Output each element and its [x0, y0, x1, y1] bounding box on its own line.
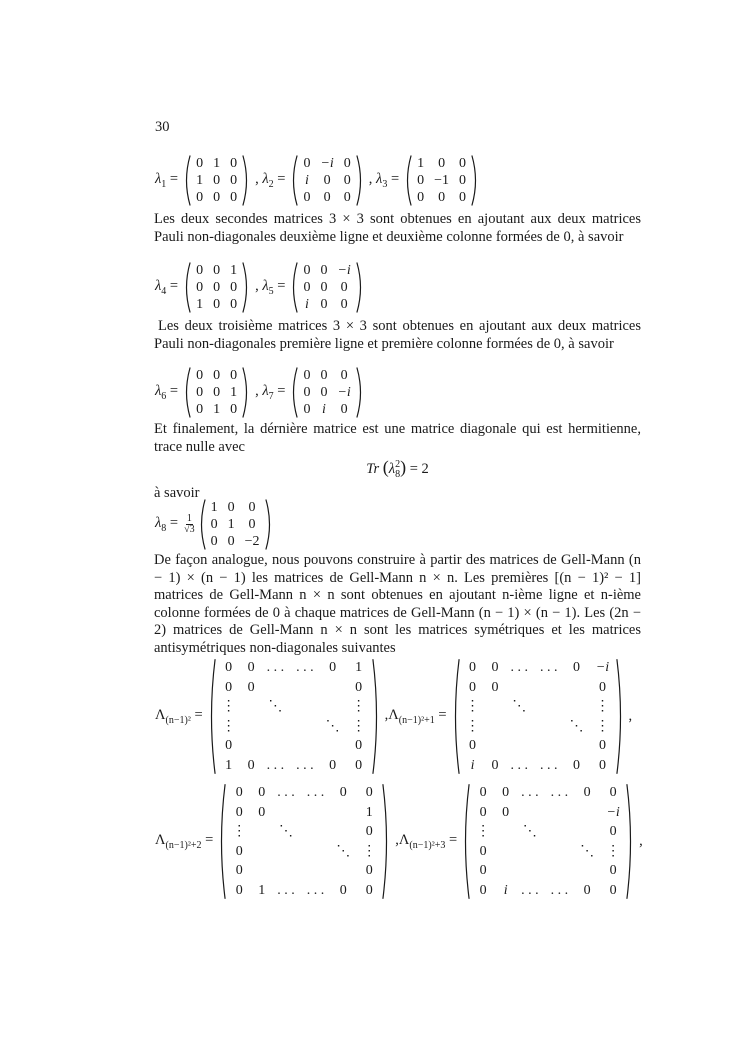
- matrix-cell: 0: [196, 402, 204, 417]
- right-paren: [242, 367, 251, 418]
- matrix-cell: 0: [196, 385, 204, 400]
- matrix-cell: 0: [230, 368, 238, 383]
- left-paren: [289, 367, 298, 418]
- matrix-lambda2: [289, 155, 364, 206]
- equation-lambda8: $\lambda_8$ = $\frac{1}{√3}$ 1 0 0 0 1 0 0 0 −2: [155, 499, 274, 550]
- matrix-cell: 0: [303, 263, 311, 278]
- matrix-cell: 0: [213, 173, 221, 188]
- matrix-cell: 0: [230, 402, 238, 417]
- fraction-one-over-sqrt3: $\frac{1}{√3}$: [184, 513, 195, 535]
- matrix-cell: 0: [438, 190, 446, 205]
- matrix-lambda1: [182, 155, 251, 206]
- paragraph-4: à savoir: [154, 485, 200, 501]
- matrix-cell: 0: [343, 190, 351, 205]
- matrix-cell: 0: [210, 534, 218, 549]
- matrix-cell: 0: [196, 263, 204, 278]
- matrix-cell: 1: [210, 500, 218, 515]
- matrix-Lambda-1: 0 0 . . . . . . 0 −i 0 0 0 ⋮ ⋱ ⋮ ⋮ ⋱ ⋮ 0 0 i 0 . . . . . . 0 0: [451, 658, 625, 775]
- lambda1-label: $\lambda_1$ =: [155, 171, 179, 190]
- matrix-cell: 1: [213, 156, 221, 171]
- page-number: 30: [155, 119, 170, 135]
- matrix-cell: 0: [320, 385, 328, 400]
- paragraph-1: Les deux secondes matrices 3 × 3 sont obtenues en ajoutant aux deux matrices Pauli non-diagonales deuxième ligne et deuxième colonne formées de 0, à savoir: [154, 211, 641, 245]
- left-paren: [289, 155, 298, 206]
- matrix-cell: 0: [230, 190, 238, 205]
- paragraph-2: Les deux troisième matrices 3 × 3 sont obtenues en ajoutant aux deux matrices Pauli non-diagonales première ligne et première colonne formées de 0, à savoir: [154, 318, 641, 352]
- equation-lambda4-5: $\lambda_4$ = 0 0 1 0 0 0 1 0 0 , $\lambda_5$ = 0 0 −i 0 0 0 i 0 0: [155, 262, 365, 313]
- matrix-cell: 0: [340, 402, 348, 417]
- matrix-lambda7: [289, 367, 364, 418]
- matrix-cell: 0: [320, 263, 328, 278]
- matrix-cell: 1: [230, 385, 238, 400]
- matrix-cell: 0: [320, 297, 328, 312]
- matrix-cell: 0: [230, 173, 238, 188]
- matrix-lambda5: [289, 262, 364, 313]
- matrix-cell: 0: [320, 280, 328, 295]
- left-paren: [182, 155, 191, 206]
- matrix-Lambda-2: 0 0 . . . . . . 0 0 0 0 1 ⋮ ⋱ 0 0 ⋱ ⋮ 0 0 0 1 . . . . . . 0 0: [217, 783, 391, 900]
- matrix-cell: 0: [340, 280, 348, 295]
- matrix-cell: −i: [337, 263, 351, 278]
- matrix-cell: 0: [196, 368, 204, 383]
- right-paren: [471, 155, 480, 206]
- matrix-lambda4: [182, 262, 251, 313]
- matrix-cell: 1: [213, 402, 221, 417]
- matrix-cell: −2: [244, 534, 260, 549]
- matrix-cell: 0: [196, 190, 204, 205]
- matrix-cell: 0: [213, 368, 221, 383]
- equation-lambda1-3: $\lambda_1$ = 0 1 0 1 0 0 0 0 0 , $\lambda_2$ = 0 −i 0 i 0 0 0 0 0 , $\lambda_3$ = 1 0 0 0 −1 0 0 0 0: [155, 155, 480, 206]
- matrix-cell: 0: [213, 297, 221, 312]
- left-paren: [182, 367, 191, 418]
- matrix-cell: 0: [459, 156, 467, 171]
- matrix-cell: 0: [438, 156, 446, 171]
- matrix-cell: i: [304, 297, 309, 312]
- matrix-cell: 0: [303, 156, 311, 171]
- matrix-cell: −i: [337, 385, 351, 400]
- matrix-cell: 0: [248, 517, 256, 532]
- right-paren: [242, 155, 251, 206]
- matrix-cell: 0: [227, 534, 235, 549]
- matrix-cell: 0: [303, 280, 311, 295]
- matrix-cell: 0: [343, 173, 351, 188]
- left-paren: [207, 658, 216, 775]
- matrix-cell: 0: [323, 190, 331, 205]
- equation-Lambda-0-1: $\Lambda_{(n-1)^2}$ = 0 0 . . . . . . 0 1 0 0 0 ⋮ ⋱ ⋮ ⋮ ⋱ ⋮ 0 0 1 0 . . . . . . 0 0 $,\Lambda_{(n-1)^2+1}$ = 0 0 . . . . . . 0 −i 0 0 0 ⋮ ⋱ ⋮ ⋮ ⋱ ⋮ 0 0 i 0 . . . . . . 0 0 ,: [155, 658, 636, 775]
- matrix-lambda6: [182, 367, 251, 418]
- matrix-cell: 1: [417, 156, 425, 171]
- equation-Lambda-2-3: $\Lambda_{(n-1)^2+2}$ = 0 0 . . . . . . 0 0 0 0 1 ⋮ ⋱ 0 0 ⋱ ⋮ 0 0 0 1 . . . . . . 0 0 $,\Lambda_{(n-1)^2+3}$ = 0 0 . . . . . . 0 0 0 0 −i ⋮ ⋱ 0 0 ⋱ ⋮ 0 0 0 i . . . . . . 0 0 ,: [155, 783, 647, 900]
- matrix-cell: 0: [323, 173, 331, 188]
- matrix-cell: 1: [230, 263, 238, 278]
- matrix-lambda8: [197, 499, 274, 550]
- left-paren: [197, 499, 206, 550]
- matrix-cell: 0: [230, 280, 238, 295]
- matrix-cell: 0: [340, 368, 348, 383]
- paragraph-5: De façon analogue, nous pouvons construire à partir des matrices de Gell-Mann (n − 1) × (n − 1) les matrices de Gell-Mann n × n. Les premières [(n − 1)² − 1] matrices de Gell-Mann n × n sont obtenues en ajoutant n-ième ligne et n-ième colonne formées de 0 à chaque matrices de Gell-Mann (n − 1) × (n − 1). Les (2n − 2) matrices de Gell-Mann n × n sont les matrices symétriques et les matrices antisymétriques non-diagonales suivantes: [154, 552, 641, 656]
- matrix-cell: i: [304, 173, 309, 188]
- right-paren: [356, 367, 365, 418]
- matrix-cell: −i: [320, 156, 334, 171]
- matrix-cell: 0: [196, 280, 204, 295]
- matrix-cell: 0: [303, 402, 311, 417]
- matrix-cell: 1: [196, 297, 204, 312]
- left-paren: [289, 262, 298, 313]
- matrix-cell: −1: [434, 173, 450, 188]
- paragraph-3: Et finalement, la dérnière matrice est une matrice diagonale qui est hermitienne, trace nulle avec: [154, 421, 641, 455]
- matrix-Lambda-0: 0 0 . . . . . . 0 1 0 0 0 ⋮ ⋱ ⋮ ⋮ ⋱ ⋮ 0 0 1 0 . . . . . . 0 0: [207, 658, 381, 775]
- matrix-cell: 0: [227, 500, 235, 515]
- matrix-cell: 0: [303, 368, 311, 383]
- left-paren: [182, 262, 191, 313]
- equation-lambda6-7: $\lambda_6$ = 0 0 0 0 0 1 0 1 0 , $\lambda_7$ = 0 0 0 0 0 −i 0 i 0: [155, 367, 365, 418]
- right-paren: [356, 155, 365, 206]
- matrix-cell: 0: [213, 280, 221, 295]
- matrix-cell: 0: [213, 263, 221, 278]
- trace-equation: Tr $(\lambda_8^2) = 2$: [366, 457, 429, 480]
- right-paren: [372, 658, 381, 775]
- matrix-cell: 0: [248, 500, 256, 515]
- matrix-cell: 0: [417, 190, 425, 205]
- matrix-cell: 0: [213, 385, 221, 400]
- matrix-Lambda-3: 0 0 . . . . . . 0 0 0 0 −i ⋮ ⋱ 0 0 ⋱ ⋮ 0 0 0 i . . . . . . 0 0: [461, 783, 635, 900]
- right-paren: [265, 499, 274, 550]
- matrix-cell: 1: [227, 517, 235, 532]
- right-paren: [242, 262, 251, 313]
- left-paren: [403, 155, 412, 206]
- matrix-cell: 0: [303, 385, 311, 400]
- matrix-cell: 0: [213, 190, 221, 205]
- matrix-cell: 0: [230, 297, 238, 312]
- matrix-lambda3: [403, 155, 480, 206]
- matrix-cell: 0: [340, 297, 348, 312]
- matrix-cell: 0: [210, 517, 218, 532]
- matrix-cell: 0: [320, 368, 328, 383]
- matrix-cell: 1: [196, 173, 204, 188]
- matrix-cell: i: [321, 402, 326, 417]
- matrix-cell: 0: [196, 156, 204, 171]
- matrix-cell: 0: [459, 173, 467, 188]
- matrix-cell: 0: [459, 190, 467, 205]
- matrix-cell: 0: [343, 156, 351, 171]
- matrix-cell: 0: [303, 190, 311, 205]
- matrix-cell: 0: [230, 156, 238, 171]
- matrix-cell: 0: [417, 173, 425, 188]
- right-paren: [356, 262, 365, 313]
